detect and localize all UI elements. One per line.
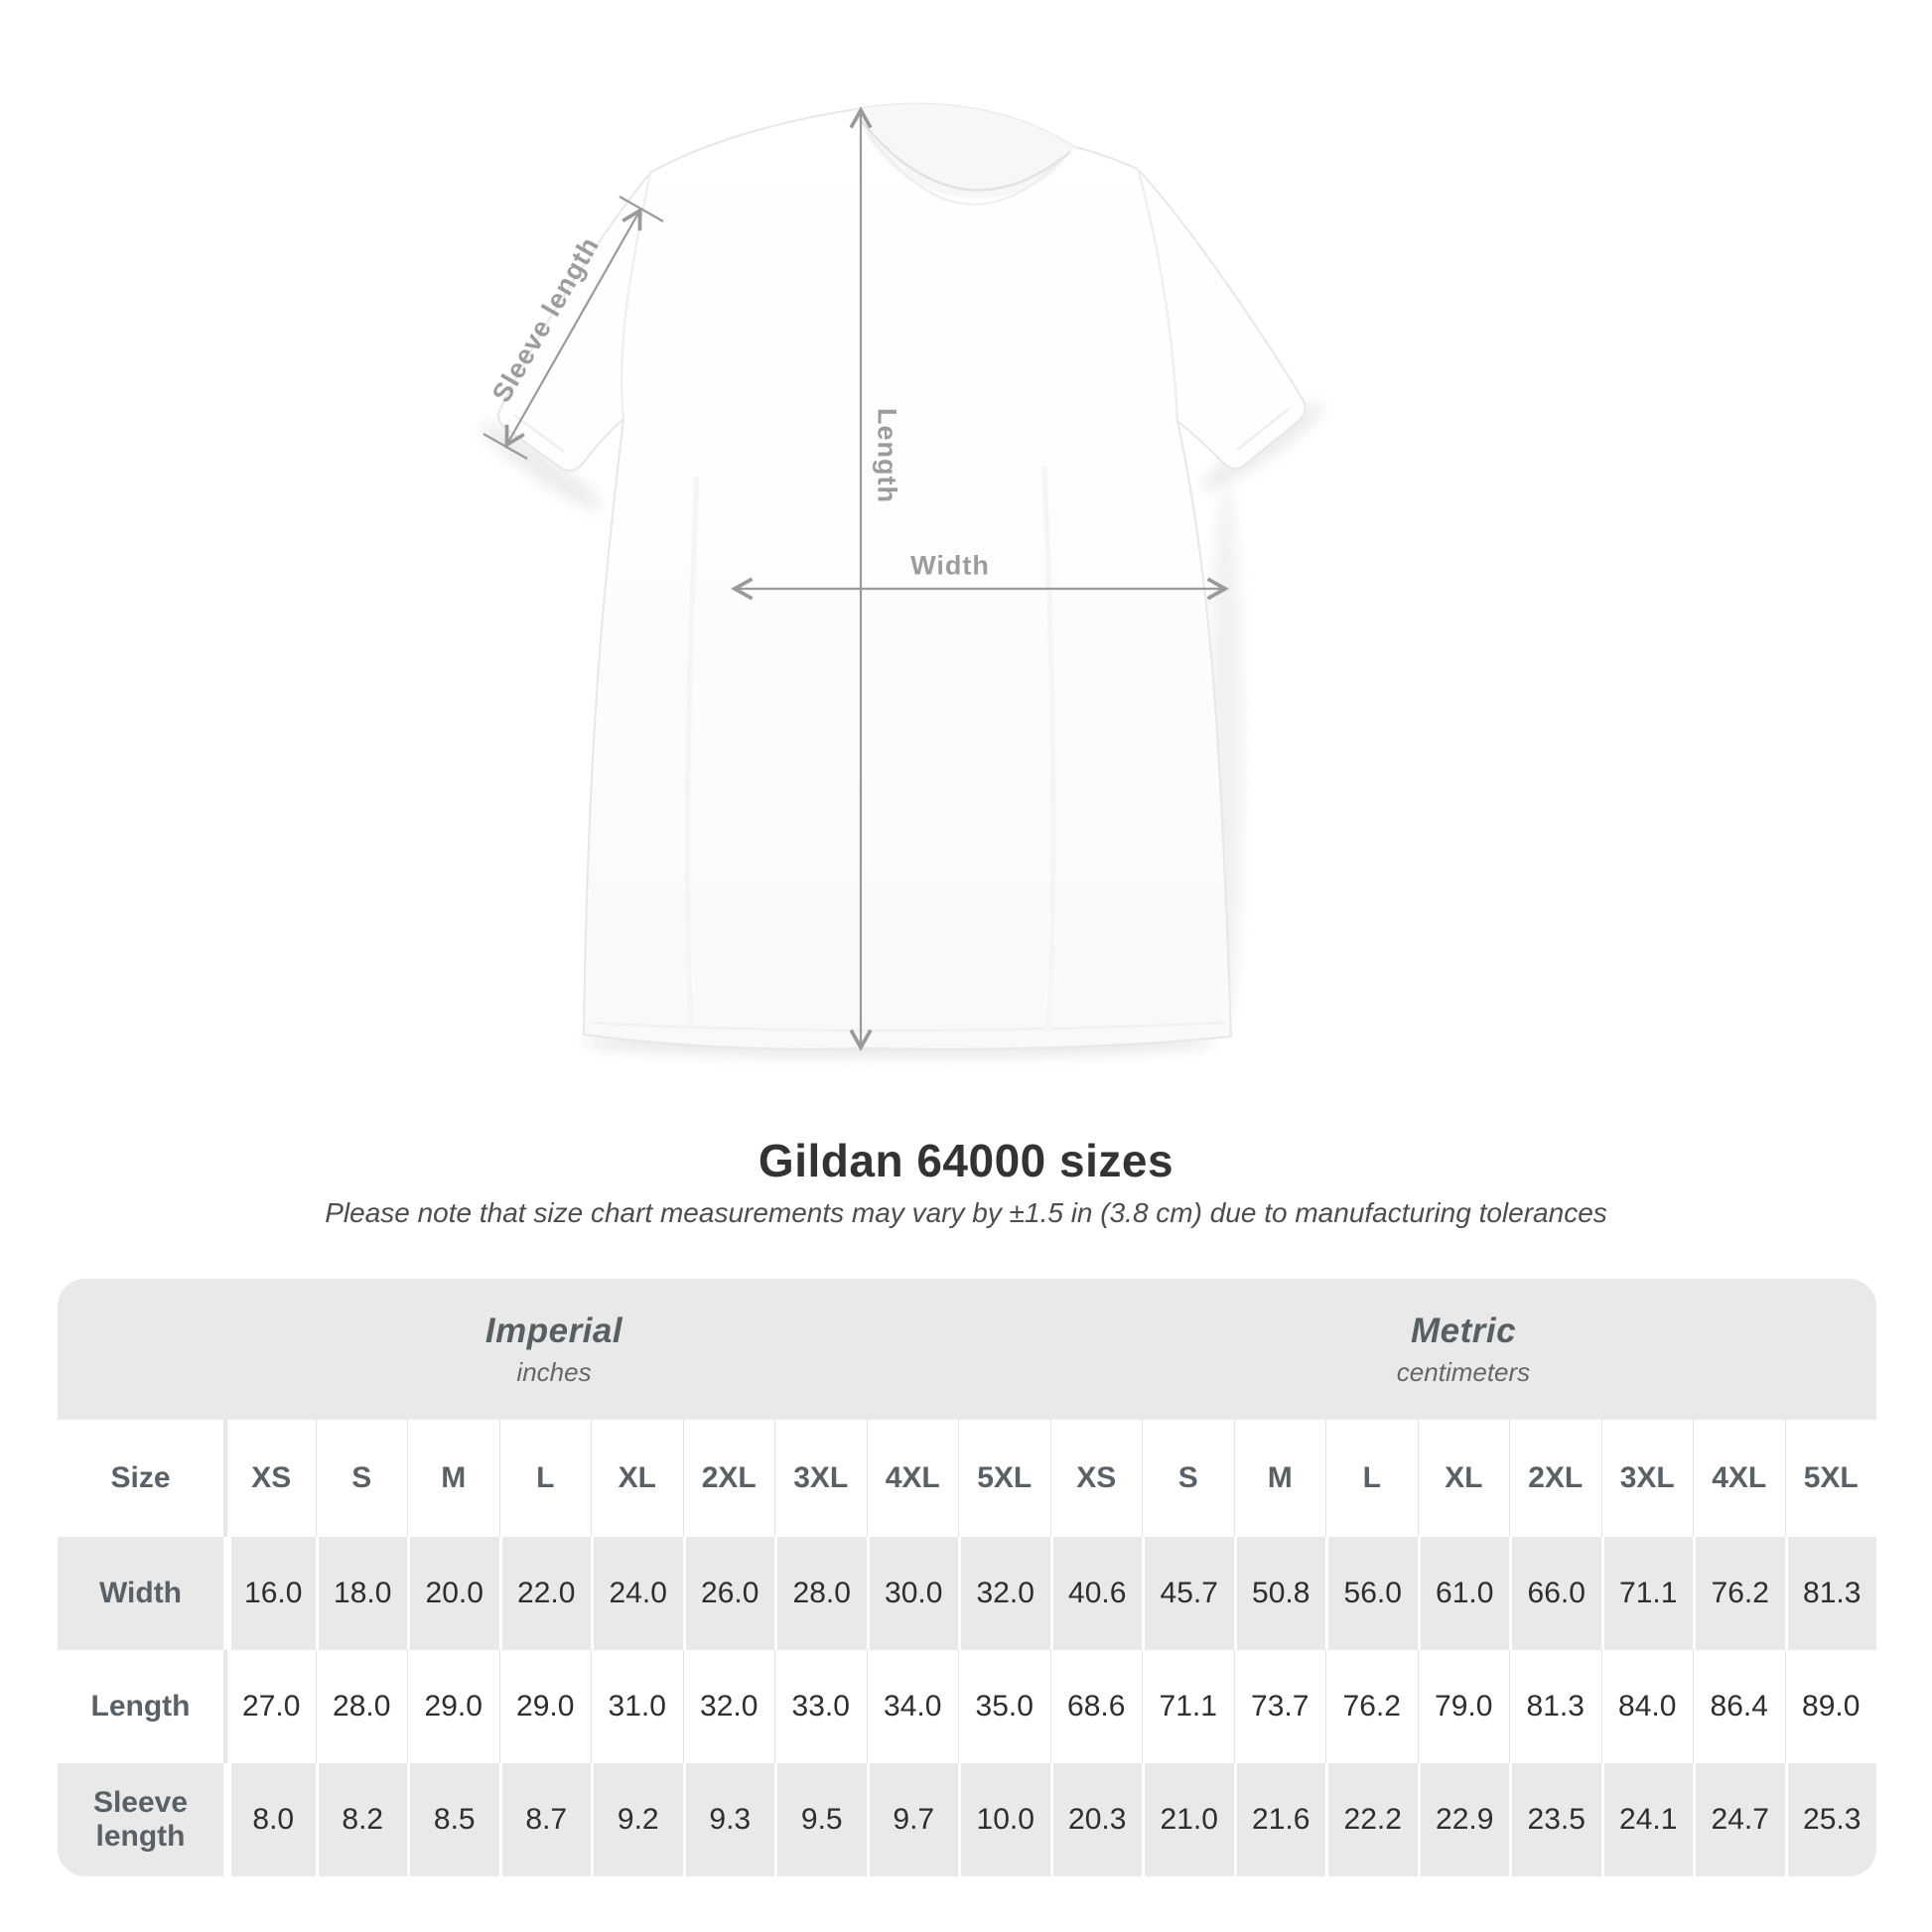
size-col-header: 5XL — [1785, 1420, 1877, 1537]
measurement-cell: 23.5 — [1509, 1763, 1601, 1876]
size-col-header: XS — [1050, 1420, 1143, 1537]
metric-header — [1050, 1279, 1876, 1420]
size-header-row — [58, 1420, 1876, 1537]
measurement-row-label: Sleeve length — [92, 1786, 189, 1853]
measurement-cell: 45.7 — [1142, 1537, 1234, 1650]
measurement-cell: 18.0 — [316, 1537, 408, 1650]
size-col-header: L — [499, 1420, 592, 1537]
measurement-cell: 26.0 — [683, 1537, 775, 1650]
measurement-cell: 32.0 — [683, 1650, 775, 1763]
measurement-cell: 20.0 — [407, 1537, 499, 1650]
measurement-cell: 79.0 — [1418, 1650, 1510, 1763]
measurement-cell: 71.1 — [1142, 1650, 1234, 1763]
length-label: Length — [872, 408, 902, 503]
measurement-cell: 66.0 — [1509, 1537, 1601, 1650]
measurement-cell: 22.2 — [1325, 1763, 1418, 1876]
size-col-header: XL — [1418, 1420, 1510, 1537]
metric-unit: centimeters — [1396, 1356, 1531, 1387]
measurement-cell: 40.6 — [1050, 1537, 1143, 1650]
size-col-header: S — [1142, 1420, 1234, 1537]
measurements-table — [58, 1420, 1876, 1876]
measurement-cell: 31.0 — [591, 1650, 683, 1763]
size-col-header: 2XL — [683, 1420, 775, 1537]
measurement-cell: 81.3 — [1509, 1650, 1601, 1763]
measurement-cell: 28.0 — [316, 1650, 408, 1763]
size-table — [58, 1279, 1876, 1876]
measurement-cell: 89.0 — [1785, 1650, 1877, 1763]
size-table-body — [58, 1537, 1876, 1876]
measurement-cell: 25.3 — [1785, 1763, 1877, 1876]
measurement-cell: 34.0 — [867, 1650, 959, 1763]
imperial-label: Imperial — [484, 1311, 623, 1350]
measurement-cell: 9.3 — [683, 1763, 775, 1876]
measurement-cell: 33.0 — [774, 1650, 867, 1763]
measurement-cell: 27.0 — [223, 1650, 316, 1763]
size-col-header: XS — [223, 1420, 316, 1537]
measurement-cell: 35.0 — [958, 1650, 1050, 1763]
measurement-cell: 30.0 — [867, 1537, 959, 1650]
size-col-header: S — [316, 1420, 408, 1537]
size-col-header: 3XL — [774, 1420, 867, 1537]
tolerance-note: Please note that size chart measurements may vary by ±1.5 in (3.8 cm) due to manufacturing tolerances — [325, 1197, 1607, 1228]
measurement-cell: 29.0 — [407, 1650, 499, 1763]
measurement-cell: 9.7 — [867, 1763, 959, 1876]
measurement-cell: 73.7 — [1234, 1650, 1326, 1763]
metric-label: Metric — [1410, 1311, 1517, 1350]
measurement-cell: 24.1 — [1601, 1763, 1694, 1876]
measurement-cell: 22.9 — [1418, 1763, 1510, 1876]
measurement-cell: 8.5 — [407, 1763, 499, 1876]
measurement-cell: 29.0 — [499, 1650, 592, 1763]
measurement-cell: 9.2 — [591, 1763, 683, 1876]
size-col-header: M — [1234, 1420, 1326, 1537]
unit-header — [58, 1279, 1876, 1420]
size-col-header: M — [407, 1420, 499, 1537]
measurement-cell: 68.6 — [1050, 1650, 1143, 1763]
measurement-cell: 9.5 — [774, 1763, 867, 1876]
measurement-cell: 56.0 — [1325, 1537, 1418, 1650]
imperial-header — [58, 1279, 1050, 1420]
measurement-cell: 10.0 — [958, 1763, 1050, 1876]
size-col-header: 3XL — [1601, 1420, 1694, 1537]
table-row — [58, 1650, 1876, 1763]
size-col-header: 4XL — [867, 1420, 959, 1537]
width-label: Width — [910, 550, 990, 581]
measurement-cell: 84.0 — [1601, 1650, 1694, 1763]
page-title: Gildan 64000 sizes — [758, 1135, 1174, 1186]
size-col-header: 5XL — [958, 1420, 1050, 1537]
measurement-cell: 61.0 — [1418, 1537, 1510, 1650]
measurement-cell: 16.0 — [223, 1537, 316, 1650]
measurement-cell: 8.7 — [499, 1763, 592, 1876]
measurement-row-label: Width — [98, 1577, 183, 1609]
measurement-cell: 22.0 — [499, 1537, 592, 1650]
measurement-cell: 81.3 — [1785, 1537, 1877, 1650]
measurement-cell: 50.8 — [1234, 1537, 1326, 1650]
measurement-row-label: Length — [90, 1690, 191, 1723]
imperial-unit: inches — [516, 1356, 592, 1387]
measurement-cell: 76.2 — [1693, 1537, 1785, 1650]
measurement-cell: 86.4 — [1693, 1650, 1785, 1763]
size-corner-header: Size — [110, 1461, 171, 1494]
size-col-header: 4XL — [1693, 1420, 1785, 1537]
measurement-cell: 76.2 — [1325, 1650, 1418, 1763]
sleeve-length-label: Sleeve length — [485, 231, 606, 408]
table-row — [58, 1537, 1876, 1650]
measurement-cell: 21.6 — [1234, 1763, 1326, 1876]
measurement-cell: 8.0 — [223, 1763, 316, 1876]
measurement-cell: 8.2 — [316, 1763, 408, 1876]
measurement-cell: 24.0 — [591, 1537, 683, 1650]
size-col-header: 2XL — [1509, 1420, 1601, 1537]
table-row — [58, 1763, 1876, 1876]
size-col-header: L — [1325, 1420, 1418, 1537]
measurement-cell: 20.3 — [1050, 1763, 1143, 1876]
size-col-header: XL — [591, 1420, 683, 1537]
measurement-cell: 21.0 — [1142, 1763, 1234, 1876]
measurement-cell: 24.7 — [1693, 1763, 1785, 1876]
measurement-cell: 28.0 — [774, 1537, 867, 1650]
measurement-cell: 71.1 — [1601, 1537, 1694, 1650]
measurement-cell: 32.0 — [958, 1537, 1050, 1650]
